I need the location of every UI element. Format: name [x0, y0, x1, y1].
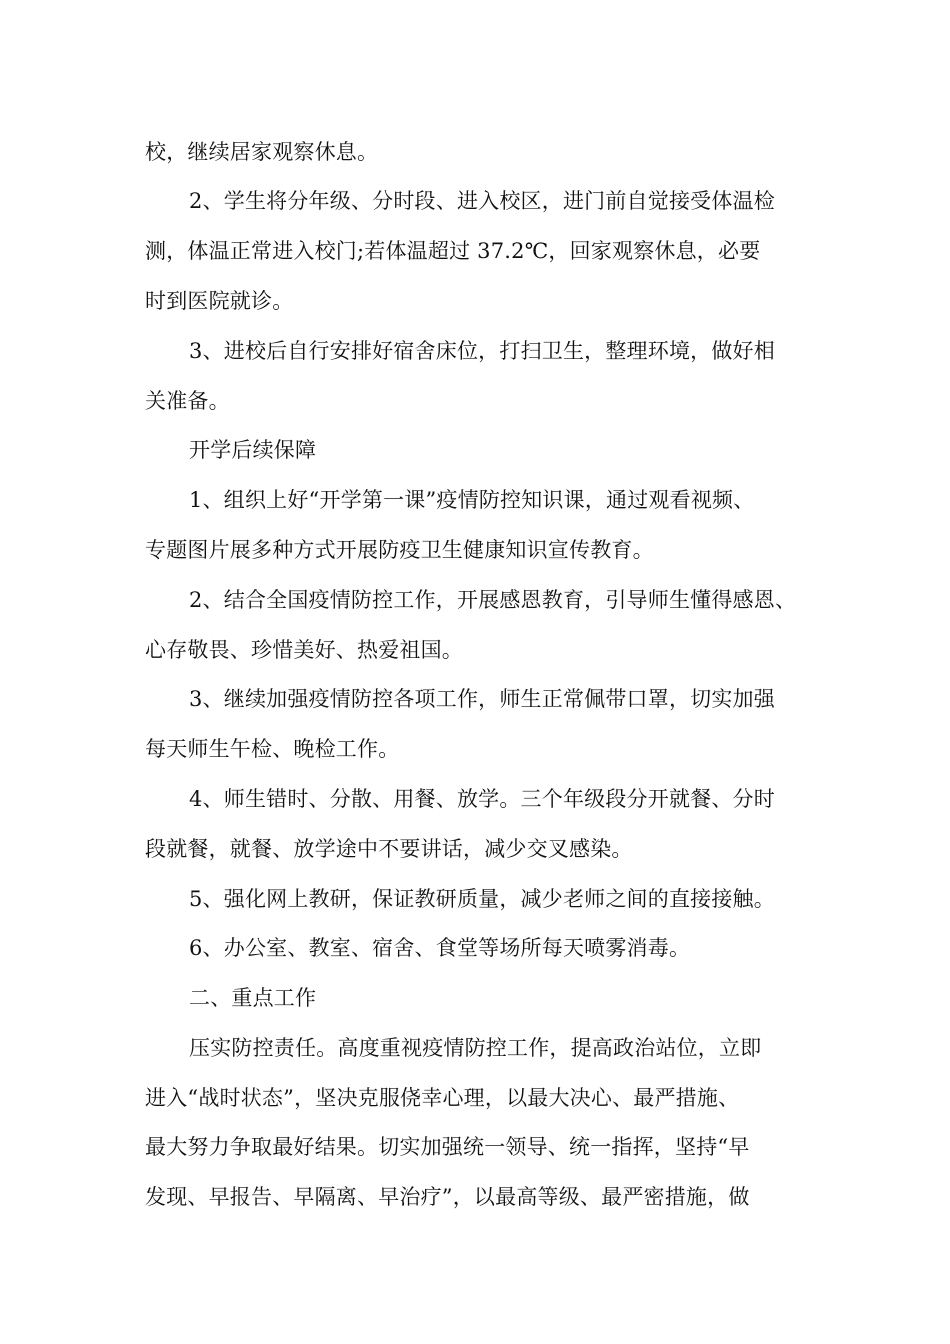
text-line: 每天师生午检、晚检工作。 [145, 737, 400, 761]
text-line: 发现、早报告、早隔离、早治疗”，以最高等级、最严密措施，做 [145, 1185, 750, 1209]
text-line: 5、强化网上教研，保证教研质量，减少老师之间的直接接触。 [189, 887, 775, 911]
text-line: 专题图片展多种方式开展防疫卫生健康知识宣传教育。 [145, 538, 654, 562]
text-line: 2、学生将分年级、分时段、进入校区，进门前自觉接受体温检 [189, 189, 775, 213]
text-line: 6、办公室、教室、宿舍、食堂等场所每天喷雾消毒。 [189, 936, 691, 960]
text-line: 时到医院就诊。 [145, 289, 294, 313]
text-line: 压实防控责任。高度重视疫情防控工作，提高政治站位，立即 [189, 1036, 762, 1060]
text-line: 最大努力争取最好结果。切实加强统一领导、统一指挥，坚持“早 [145, 1135, 750, 1159]
text-line: 关准备。 [145, 389, 230, 413]
text-line: 1、组织上好“开学第一课”疫情防控知识课，通过观看视频、 [189, 488, 755, 512]
text-line: 心存敬畏、珍惜美好、热爱祖国。 [145, 638, 463, 662]
text-line: 测，体温正常进入校门;若体温超过 37.2℃，回家观察休息，必要 [145, 239, 761, 263]
text-line: 2、结合全国疫情防控工作，开展感恩教育，引导师生懂得感恩、 [189, 588, 797, 612]
text-line: 校，继续居家观察休息。 [145, 140, 379, 164]
text-line: 进入“战时状态”，坚决克服侥幸心理，以最大决心、最严措施、 [145, 1086, 740, 1110]
section-heading: 开学后续保障 [189, 438, 317, 462]
section-heading: 二、重点工作 [189, 986, 317, 1010]
text-line: 4、师生错时、分散、用餐、放学。三个年级段分开就餐、分时 [189, 787, 775, 811]
text-line: 段就餐，就餐、放学途中不要讲话，减少交叉感染。 [145, 837, 633, 861]
text-line: 3、继续加强疫情防控各项工作，师生正常佩带口罩，切实加强 [189, 687, 775, 711]
text-line: 3、进校后自行安排好宿舍床位，打扫卫生，整理环境，做好相 [189, 339, 775, 363]
